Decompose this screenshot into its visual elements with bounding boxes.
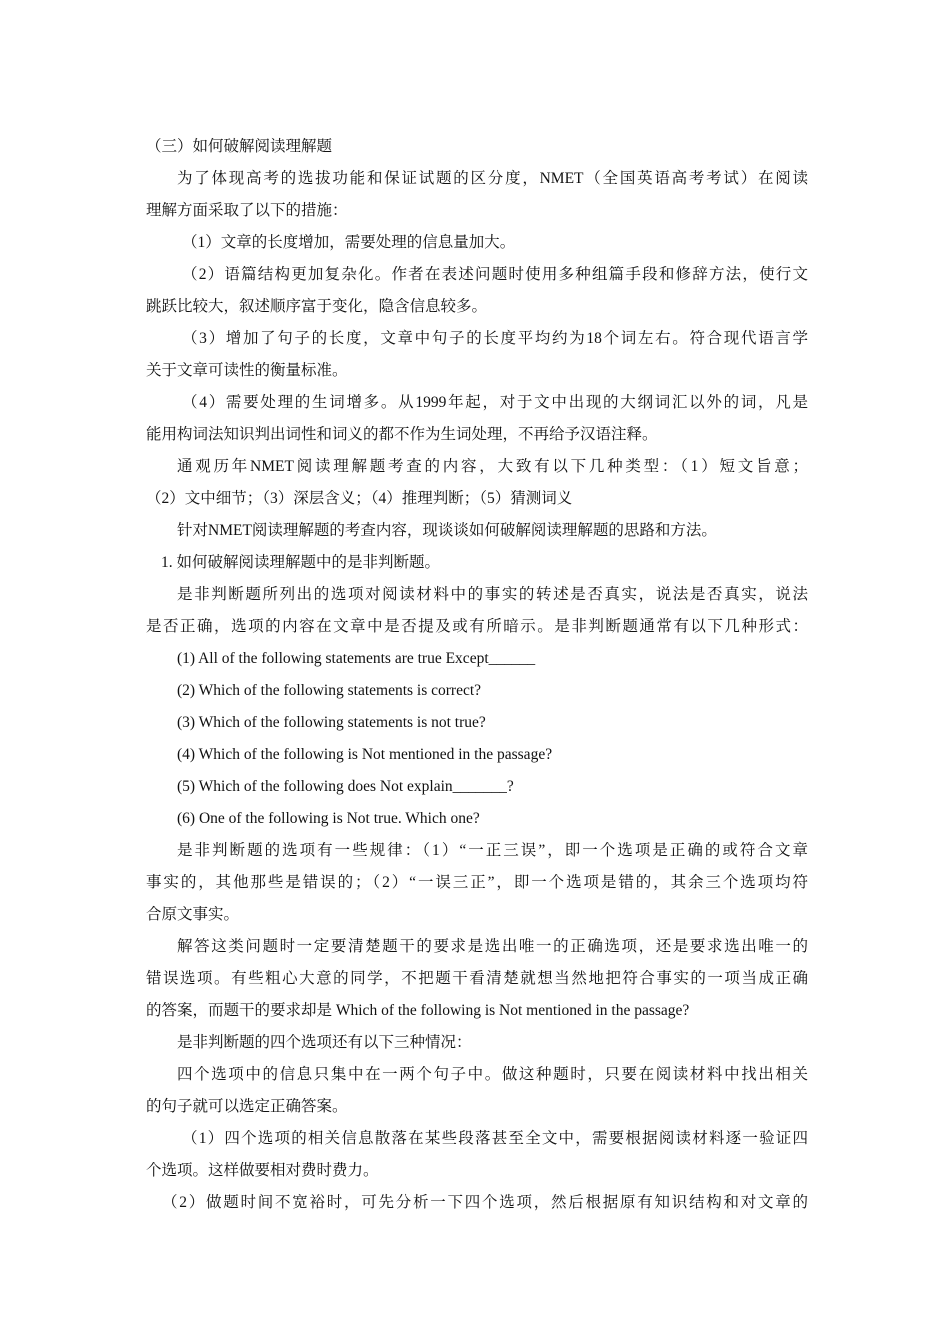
text-line: (5) Which of the following does Not explain_______?	[177, 778, 514, 795]
text-line: (3) Which of the following statements is not true?	[177, 714, 486, 731]
text-line: 针对NMET阅读理解题的考查内容，现谈谈如何破解阅读理解题的思路和方法。	[177, 522, 717, 539]
text-line: 事实的，其他那些是错误的；（2）“一误三正”，即一个选项是错的，其余三个选项均符	[146, 874, 808, 891]
text-line: 能用构词法知识判出词性和词义的都不作为生词处理，不再给予汉语注释。	[146, 426, 658, 443]
text-line: （2）做题时间不宽裕时，可先分析一下四个选项，然后根据原有知识结构和对文章的	[162, 1194, 808, 1211]
text-line: 个选项。这样做要相对费时费力。	[146, 1162, 379, 1179]
document-body	[146, 131, 808, 1219]
text-line: 错误选项。有些粗心大意的同学，不把题干看清楚就想当然地把符合事实的一项当成正确	[146, 970, 808, 987]
text-line: 是否正确，选项的内容在文章中是否提及或有所暗示。是非判断题通常有以下几种形式：	[146, 618, 808, 635]
text-line: (1) All of the following statements are true Except______	[177, 650, 536, 667]
text-line: （1）四个选项的相关信息散落在某些段落甚至全文中，需要根据阅读材料逐一验证四	[182, 1130, 808, 1147]
section-heading: （三）如何破解阅读理解题	[146, 138, 333, 155]
text-line: 理解方面采取了以下的措施：	[146, 202, 348, 219]
text-line: 的句子就可以选定正确答案。	[146, 1098, 348, 1115]
text-line: （3）增加了句子的长度，文章中句子的长度平均约为18个词左右。符合现代语言学	[182, 330, 808, 347]
text-line: 为了体现高考的选拔功能和保证试题的区分度，NMET（全国英语高考考试）在阅读	[177, 170, 808, 187]
text-line: (6) One of the following is Not true. Which one?	[177, 810, 480, 827]
text-line: 跳跃比较大，叙述顺序富于变化，隐含信息较多。	[146, 298, 488, 315]
text-line: 合原文事实。	[146, 906, 240, 923]
text-line: 是非判断题所列出的选项对阅读材料中的事实的转述是否真实，说法是否真实，说法	[177, 586, 808, 603]
text-line: 是非判断题的选项有一些规律：（1）“一正三误”，即一个选项是正确的或符合文章	[177, 842, 808, 859]
text-line: 关于文章可读性的衡量标准。	[146, 362, 348, 379]
text-line: 通观历年NMET阅读理解题考查的内容，大致有以下几种类型：（1）短文旨意；	[177, 458, 808, 475]
text-line: （2）语篇结构更加复杂化。作者在表述问题时使用多种组篇手段和修辞方法，使行文	[182, 266, 808, 283]
text-line: （1）文章的长度增加，需要处理的信息量加大。	[182, 234, 516, 251]
text-line: 的答案，而题干的要求却是 Which of the following is Not mentioned in the passage?	[146, 1002, 690, 1019]
text-line: (4) Which of the following is Not mentioned in the passage?	[177, 746, 553, 763]
text-line: 1. 如何破解阅读理解题中的是非判断题。	[161, 554, 441, 571]
text-line: （2）文中细节；（3）深层含义；（4）推理判断；（5）猜测词义	[146, 490, 573, 507]
text-line: 四个选项中的信息只集中在一两个句子中。做这种题时，只要在阅读材料中找出相关	[177, 1066, 808, 1083]
text-line: （4）需要处理的生词增多。从1999年起，对于文中出现的大纲词汇以外的词，凡是	[182, 394, 808, 411]
text-line: 解答这类问题时一定要清楚题干的要求是选出唯一的正确选项，还是要求选出唯一的	[177, 938, 808, 955]
text-line: 是非判断题的四个选项还有以下三种情况：	[177, 1034, 472, 1051]
text-line: (2) Which of the following statements is correct?	[177, 682, 482, 699]
